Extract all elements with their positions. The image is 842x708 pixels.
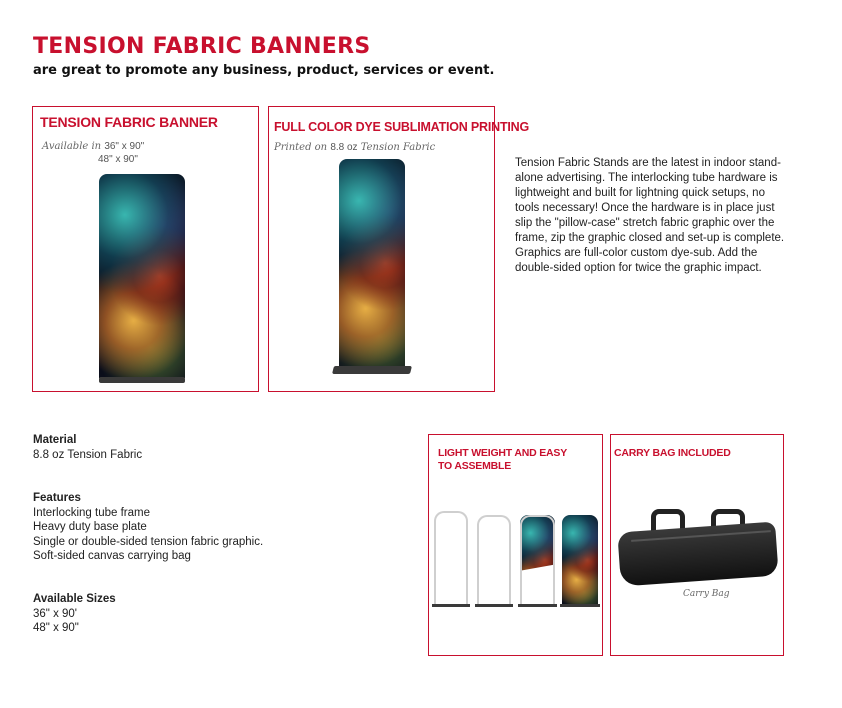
product-description: Tension Fabric Stands are the latest in indoor stand-alone advertising. The interlocking tube hardware is lightweight and built for lightning quick setups, no tools necessary! Once the hardware is in place just slip the "pillow-case" stretch fabric graphic over the frame, zip the graphic closed and set-up is complete. Graphics are full-color custom dye-sub. Add the double-sided option for twice the graphic impact. — [515, 157, 785, 274]
carry-bag-caption: Carry Bag — [683, 589, 730, 599]
banner-card-heading: TENSION FABRIC BANNER — [40, 114, 218, 130]
features-heading: Features — [33, 492, 81, 504]
feature-item: Heavy duty base plate — [33, 521, 147, 533]
assemble-heading-line2: TO ASSEMBLE — [438, 460, 512, 472]
frame-step-1 — [434, 511, 468, 605]
carry-bag-card — [610, 434, 784, 656]
frame-step-3-frame — [520, 515, 555, 605]
frame-step-2 — [477, 515, 511, 605]
sizes-section — [33, 592, 116, 636]
carry-bag-heading: CARRY BAG INCLUDED — [614, 447, 731, 459]
printing-card-heading: FULL COLOR DYE SUBLIMATION PRINTING — [274, 120, 530, 134]
feature-item: Interlocking tube frame — [33, 506, 150, 519]
features-section — [33, 491, 263, 564]
size-item: 36" x 90' — [33, 607, 78, 620]
frame-step-4-graphic — [562, 515, 598, 605]
assemble-heading-line1: LIGHT WEIGHT AND EASY — [438, 447, 567, 459]
printing-card — [268, 106, 530, 392]
printing-base-plate — [332, 366, 412, 374]
available-size-1: 36" x 90" — [104, 141, 145, 152]
available-size-2: 48" x 90" — [98, 154, 138, 165]
banner-base-plate — [99, 377, 185, 383]
banner-graphic — [99, 174, 185, 378]
assemble-card-heading — [438, 447, 567, 473]
feature-item: Single or double-sided tension fabric graphic. — [33, 535, 264, 548]
available-label: Available in — [42, 141, 102, 152]
material-heading: Material — [33, 434, 77, 446]
material-value: 8.8 oz Tension Fabric — [33, 448, 143, 461]
sizes-heading: Available Sizes — [33, 593, 116, 605]
printed-on-note — [274, 142, 435, 153]
printing-graphic — [339, 159, 405, 367]
size-item: 48" x 90" — [33, 622, 79, 634]
fabric-label: Tension Fabric — [360, 142, 436, 153]
assemble-card — [428, 434, 603, 656]
page-subtitle: are great to promote any business, product, services or event. — [33, 63, 495, 78]
feature-item: Soft-sided canvas carrying bag — [33, 550, 191, 562]
frame-step-4-base — [560, 604, 600, 607]
fabric-weight: 8.8 oz — [330, 142, 358, 153]
material-section — [33, 433, 142, 462]
frame-step-3-base — [518, 604, 557, 607]
frame-step-2-base — [475, 604, 513, 607]
banner-card — [32, 106, 259, 392]
frame-step-1-base — [432, 604, 470, 607]
available-sizes-note — [42, 140, 144, 166]
printed-label: Printed on — [274, 142, 328, 153]
page-title: TENSION FABRIC BANNERS — [33, 34, 371, 59]
